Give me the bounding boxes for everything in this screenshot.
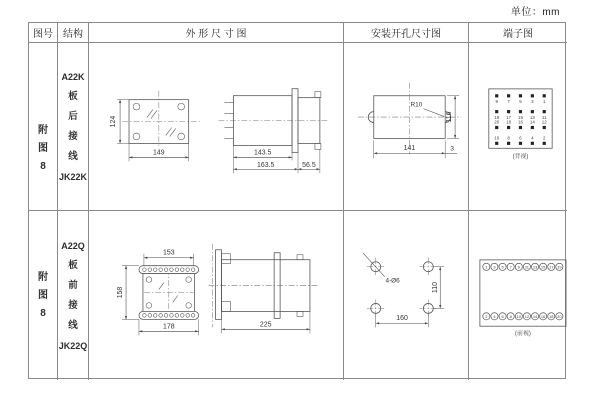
svg-text:7: 7 <box>506 99 510 105</box>
dim-110: 110 <box>431 281 439 293</box>
dim-56-5: 56.5 <box>302 161 316 169</box>
terminal-caption: (前视) <box>514 330 531 337</box>
fig-char: 8 <box>40 307 46 319</box>
terminal-caption: (背视) <box>512 154 528 161</box>
svg-text:2: 2 <box>542 135 545 141</box>
svg-text:6: 6 <box>518 135 522 141</box>
fig-no-a22k <box>38 122 48 176</box>
install-cell-a22q <box>344 211 469 380</box>
fig-no-a22q <box>38 269 48 323</box>
fig-char: 图 <box>38 142 48 154</box>
dim-r10: R10 <box>410 101 423 109</box>
svg-text:15: 15 <box>517 115 523 121</box>
fig-no-cell-a22q <box>29 211 58 380</box>
structure-cell-a22k <box>58 43 89 211</box>
header-fig-no: 图号 <box>29 23 58 43</box>
svg-text:12: 12 <box>541 119 547 125</box>
svg-text:10: 10 <box>516 313 521 319</box>
svg-text:12: 12 <box>524 313 529 319</box>
svg-text:5: 5 <box>518 99 522 105</box>
svg-text:14: 14 <box>532 313 537 319</box>
fig-char: 附 <box>38 271 48 283</box>
a22k-outline-drawing <box>89 43 343 210</box>
dim-124: 124 <box>110 115 118 128</box>
svg-text:16: 16 <box>517 119 523 125</box>
structure-cell-a22q <box>58 211 89 380</box>
wiring-char: 线 <box>68 319 78 331</box>
a22k-terminal-drawing <box>470 43 567 210</box>
install-cell-a22k <box>344 43 469 211</box>
svg-text:20: 20 <box>556 313 562 319</box>
svg-text:11: 11 <box>524 263 529 269</box>
a22k-install-drawing <box>344 43 468 210</box>
svg-text:1: 1 <box>542 99 545 105</box>
a22q-install-drawing <box>344 212 468 380</box>
code-label: JK22K <box>58 171 87 182</box>
outline-cell-a22k <box>89 43 344 211</box>
svg-text:9: 9 <box>517 263 520 269</box>
svg-text:8: 8 <box>506 135 510 141</box>
svg-text:18: 18 <box>505 119 511 125</box>
wiring-char: 接 <box>68 299 78 311</box>
svg-text:1: 1 <box>484 263 487 269</box>
dim-116: 116 <box>446 111 454 123</box>
wiring-char: 板 <box>68 259 78 271</box>
wiring-char: 接 <box>68 130 78 142</box>
a22q-side-view <box>209 243 318 332</box>
dim-3: 3 <box>450 145 454 153</box>
svg-text:5: 5 <box>500 263 504 269</box>
structure-a22k <box>59 72 87 182</box>
svg-text:2: 2 <box>484 313 487 319</box>
unit-label: 单位：mm <box>510 7 560 18</box>
dim-160: 160 <box>396 314 408 322</box>
fig-char: 8 <box>40 160 46 172</box>
dim-178: 178 <box>162 322 175 330</box>
fig-char: 图 <box>38 289 48 301</box>
dimension-table <box>28 22 566 379</box>
a22k-front-view <box>110 91 200 162</box>
model-label: A22K <box>61 71 85 82</box>
svg-text:19: 19 <box>556 263 562 269</box>
dim-153: 153 <box>162 249 175 257</box>
structure-a22q <box>59 241 88 351</box>
dim-141: 141 <box>403 144 416 152</box>
svg-text:9: 9 <box>494 99 498 105</box>
svg-text:3: 3 <box>492 263 496 269</box>
dim-225: 225 <box>259 320 272 328</box>
fig-char: 附 <box>38 124 48 136</box>
model-label: A22Q <box>61 240 85 251</box>
svg-text:8: 8 <box>509 313 512 319</box>
svg-text:13: 13 <box>532 263 537 269</box>
svg-text:14: 14 <box>529 119 535 125</box>
dim-158: 158 <box>117 286 125 298</box>
fig-no-cell-a22k <box>29 43 58 211</box>
svg-text:17: 17 <box>505 115 511 121</box>
a22q-terminal-drawing <box>470 212 567 380</box>
dim-163-5: 163.5 <box>257 161 275 169</box>
terminal-cell-a22q <box>469 211 567 380</box>
wiring-char: 后 <box>68 110 78 122</box>
svg-text:16: 16 <box>540 313 545 319</box>
dim-4-d6: 4-Ø6 <box>385 277 400 285</box>
mounting-holes <box>367 257 437 317</box>
header-outline: 外 形 尺 寸 图 <box>89 23 344 43</box>
svg-text:15: 15 <box>540 263 545 269</box>
hatch-marks <box>147 110 176 137</box>
code-label: JK22Q <box>58 340 88 351</box>
header-terminal: 端子图 <box>469 23 567 43</box>
a22q-front-view <box>117 249 199 335</box>
svg-text:13: 13 <box>529 115 535 121</box>
wiring-char: 前 <box>68 279 78 291</box>
terminal-grid-a22k <box>494 94 547 145</box>
svg-text:6: 6 <box>500 313 504 319</box>
svg-text:11: 11 <box>541 115 547 121</box>
svg-text:20: 20 <box>493 119 499 125</box>
outline-cell-a22q <box>89 211 344 380</box>
svg-text:10: 10 <box>493 135 499 141</box>
svg-text:18: 18 <box>548 313 553 319</box>
svg-text:17: 17 <box>548 263 553 269</box>
svg-text:4: 4 <box>492 313 496 319</box>
svg-text:4: 4 <box>530 135 534 141</box>
svg-text:7: 7 <box>509 263 512 269</box>
svg-text:19: 19 <box>493 115 499 121</box>
terminal-strip-a22q <box>482 263 562 320</box>
dim-143-5: 143.5 <box>254 149 272 157</box>
svg-text:3: 3 <box>530 99 534 105</box>
dim-149: 149 <box>153 149 165 157</box>
a22q-outline-drawing <box>89 212 343 380</box>
terminal-cell-a22k <box>469 43 567 211</box>
wiring-char: 板 <box>68 90 78 102</box>
wiring-char: 线 <box>68 150 78 162</box>
a22k-side-view <box>218 89 327 173</box>
header-structure: 结构 <box>58 23 89 43</box>
header-install: 安装开孔尺寸图 <box>344 23 469 43</box>
